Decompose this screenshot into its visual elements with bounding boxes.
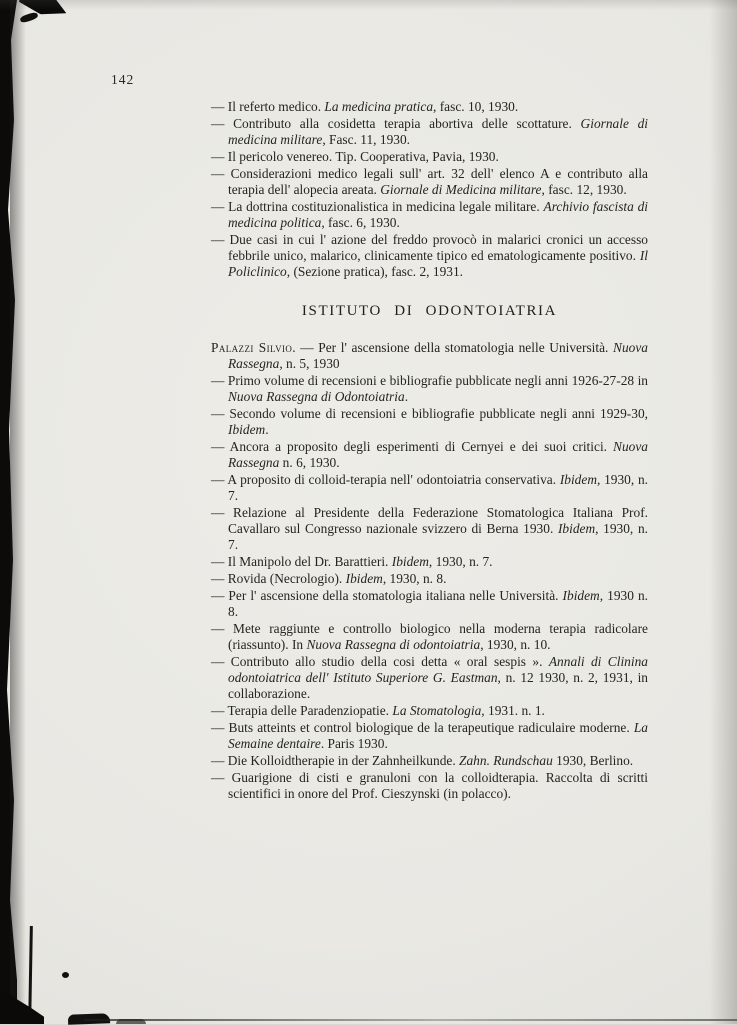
entry-text: — La dottrina costituzionalistica in medicina legale militare.: [211, 199, 544, 214]
journal-title-italic: Nuova Rassegna di Odontoiatria: [228, 389, 405, 404]
journal-title-italic: Giornale di medicina militare: [228, 116, 648, 147]
entry-text: , fasc. 12, 1930.: [541, 182, 627, 197]
entry-text: — Due casi in cui l' azione del freddo provocò in malarici cronici un accesso febbrile unico, malarico, clinicamente tipico ed ematologicamente positivo.: [211, 232, 648, 263]
entry-text: , n. 5, 1930: [279, 356, 340, 371]
entry-text: . — Per l' ascensione della stomatologia nelle Università.: [292, 340, 614, 355]
journal-title-italic: Ibidem: [559, 472, 597, 487]
entry-text: 1930, Berlino.: [552, 753, 634, 768]
entry-text: — Guarigione di cisti e granuloni con la colloidterapia. Raccolta di scritti scientifici in onore del Prof. Cieszynski (in polacco).: [211, 770, 648, 801]
journal-title-italic: Archivio fascista di medicina politica: [228, 199, 649, 230]
section-heading: ISTITUTO DI ODONTOIATRIA: [301, 303, 558, 319]
entry-text: — Primo volume di recensioni e bibliografie pubblicate negli anni 1926-27-28 in: [211, 373, 648, 388]
bibliography-entry: [211, 406, 648, 438]
entry-text: — Relazione al Presidente della Federazione Stomatologica Italiana Prof. Cavallaro sul Congresso nazionale svizzero di Berna 1930.: [211, 505, 648, 536]
entry-text: , 1930 n. 8.: [228, 588, 648, 619]
entry-text: , 1931. n. 1.: [481, 703, 545, 718]
entry-text: — Contributo allo studio della cosi detta « oral sespis ».: [211, 654, 549, 669]
entry-text: — Il pericolo venereo. Tip. Cooperativa, Pavia, 1930.: [211, 149, 499, 164]
bibliography-section-odontoiatria: [211, 340, 648, 802]
bibliography-entry: [211, 99, 648, 115]
entry-text: — Mete raggiunte e controllo biologico nella moderna terapia radicolare (riassunto). In: [211, 621, 648, 652]
entry-text: — A proposito di colloid-terapia nell' odontoiatria conservativa.: [211, 472, 560, 487]
bibliography-entry: [211, 472, 648, 504]
bibliography-entry: [211, 554, 648, 570]
entry-text: , 1930, n. 8.: [382, 571, 447, 586]
entry-text: — Terapia delle Paradenziopatie.: [211, 703, 393, 718]
bibliography-section-medicine: [211, 99, 648, 280]
journal-title-italic: Nuova Rassegna: [228, 340, 648, 371]
bibliography-entry: [211, 149, 648, 165]
bibliography-entry: [211, 571, 648, 587]
entry-text: , 1930, n. 10.: [480, 637, 551, 652]
entry-text: , 1930, n. 7.: [428, 554, 493, 569]
bibliography-entry: [211, 340, 648, 372]
bibliography-entry: [211, 588, 648, 620]
entry-text: — Buts atteints et control biologique de la terapeutique radiculaire moderne.: [211, 720, 634, 735]
entry-text: n. 6, 1930.: [279, 455, 340, 470]
journal-title-italic: La medicina pratica: [324, 99, 434, 114]
entry-text: — Die Kolloidtherapie in der Zahnheilkunde.: [211, 753, 460, 768]
journal-title-italic: Ibidem: [228, 422, 266, 437]
author-name-smallcaps: Palazzi Silvio: [211, 340, 293, 355]
bibliography-entry: [211, 770, 648, 802]
entry-text: — Secondo volume di recensioni e bibliografie pubblicate negli anni 1929-30,: [211, 406, 648, 421]
bibliography-entry: [211, 116, 648, 148]
bibliography-entry: [211, 166, 648, 198]
journal-title-italic: Il Policlinico: [228, 248, 648, 279]
entry-text: — Il Manipolo del Dr. Barattieri.: [211, 554, 392, 569]
entry-text: , 1930, n. 7.: [228, 472, 649, 503]
bibliography-entry: [211, 199, 648, 231]
entry-text: — Il referto medico.: [211, 99, 325, 114]
journal-title-italic: Ibidem: [391, 554, 429, 569]
ink-dot: [62, 972, 69, 978]
journal-title-italic: La Semaine dentaire: [228, 720, 648, 751]
journal-title-italic: Giornale di Medicina militare: [380, 182, 542, 197]
journal-title-italic: Zahn. Rundschau: [459, 753, 553, 768]
journal-title-italic: Ibidem: [562, 588, 600, 603]
page-content: [211, 99, 648, 803]
entry-text: , fasc. 6, 1930.: [321, 215, 400, 230]
entry-text: — Contributo alla cosidetta terapia abortiva delle scottature.: [211, 116, 581, 131]
entry-text: — Per l' ascensione della stomatologia italiana nelle Università.: [211, 588, 563, 603]
bibliography-entry: [211, 621, 648, 653]
page-number: 142: [111, 72, 135, 87]
entry-text: , Fasc. 11, 1930.: [322, 132, 410, 147]
bibliography-entry: [211, 753, 648, 769]
entry-text: — Considerazioni medico legali sull' art. 32 dell' elenco A e contributo alla terapia dell' alopecia areata.: [211, 166, 648, 197]
entry-text: — Rovida (Necrologio).: [211, 571, 346, 586]
scan-edge-line: [84, 1019, 737, 1021]
journal-title-italic: Ibidem: [557, 521, 596, 536]
entry-text: , fasc. 10, 1930.: [433, 99, 519, 114]
bibliography-entry: [211, 439, 648, 471]
entry-text: . Paris 1930.: [320, 736, 388, 751]
journal-title-italic: Ibidem: [345, 571, 383, 586]
entry-text: .: [265, 422, 269, 437]
bibliography-entry: [211, 654, 648, 702]
entry-text: .: [404, 389, 409, 404]
journal-title-italic: La Stomatologia: [392, 703, 482, 718]
bibliography-entry: [211, 505, 648, 553]
entry-text: , (Sezione pratica), fasc. 2, 1931.: [286, 264, 464, 279]
bibliography-entry: [211, 703, 648, 719]
entry-text: — Ancora a proposito degli esperimenti di Cernyei e dei suoi critici.: [211, 439, 614, 454]
entry-text: , 1930, n. 7.: [228, 521, 648, 552]
journal-title-italic: Annali di Clinina odontoiatrica dell' Istituto Superiore G. Eastman: [228, 654, 648, 685]
bibliography-entry: [211, 232, 648, 280]
bibliography-entry: [211, 720, 648, 752]
journal-title-italic: Nuova Rassegna: [228, 439, 648, 470]
journal-title-italic: Nuova Rassegna di odontoiatria: [306, 637, 481, 652]
bibliography-entry: [211, 373, 648, 405]
entry-text: , n. 12 1930, n. 2, 1931, in collaborazione.: [228, 670, 648, 701]
